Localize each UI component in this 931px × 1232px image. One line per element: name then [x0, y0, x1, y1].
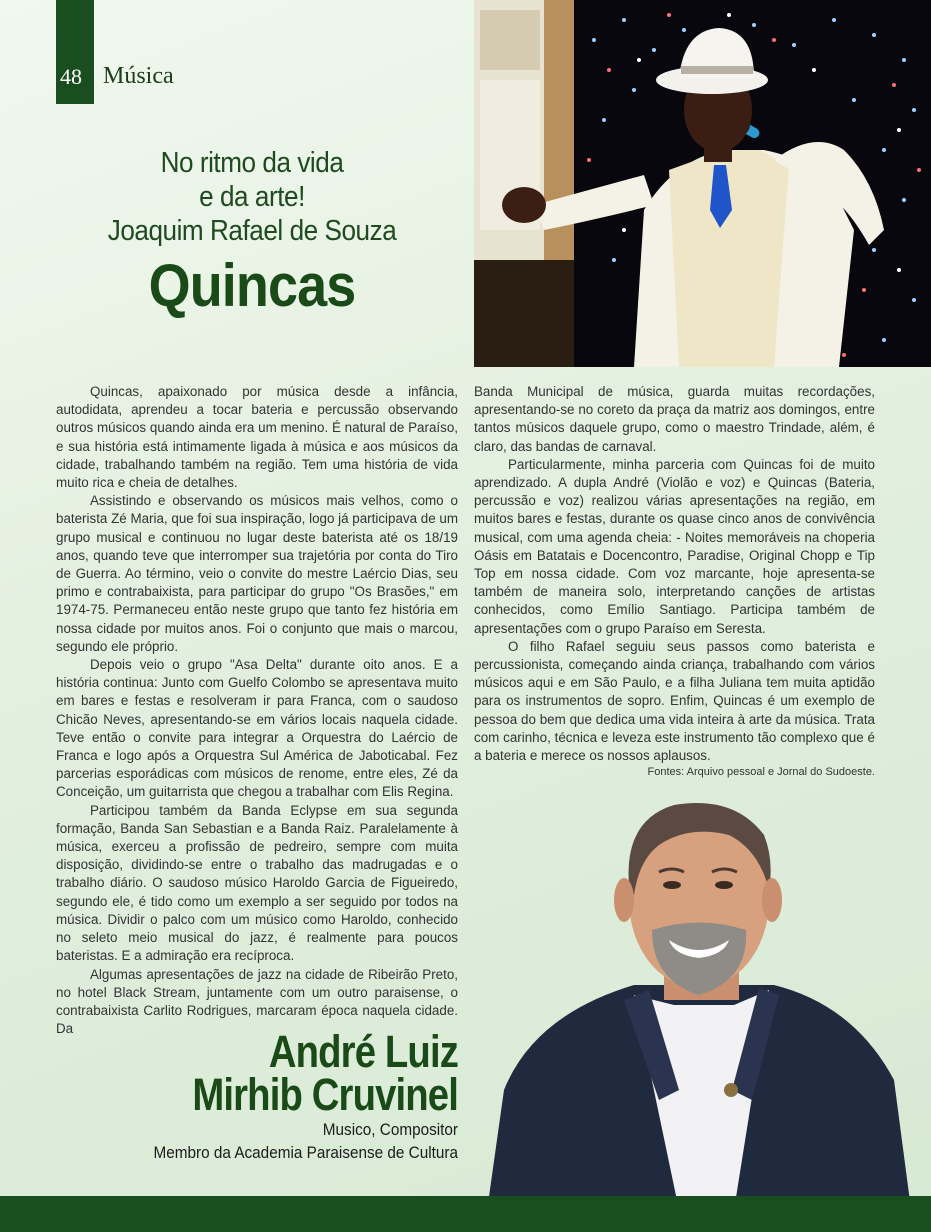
author-photo	[474, 790, 931, 1232]
title-line-3: Joaquim Rafael de Souza	[107, 215, 397, 247]
author-role-line-1: Musico, Compositor	[322, 1120, 458, 1139]
article-paragraph: Banda Municipal de música, guarda muitas recordações, apresentando-se no coreto da praça da matriz aos domingos, entre tantos músicos daquele grupo, como o maestro Trindade, além, é claro, das bandas de carnaval.	[474, 384, 875, 454]
singer-photo	[474, 0, 931, 367]
article-paragraph: Quincas, apaixonado por música desde a infância, autodidata, aprendeu a tocar bateria e percussão observando outros músicos quando ainda era um menino. É natural de Paraíso, e sua história está intimamente ligada à música e aos músicos da cidade, trabalhando também na região. Tem uma história de vida muito rica e cheia de detalhes.	[56, 384, 458, 491]
footer-bar	[0, 1196, 931, 1232]
title-line-1: No ritmo da vida	[160, 147, 344, 179]
author-name-line-2: Mirhib Cruvinel	[192, 1069, 458, 1120]
title-line-2: e da arte!	[199, 181, 305, 213]
author-name-line-1: André Luiz	[268, 1026, 458, 1077]
page-number: 48	[60, 64, 82, 89]
article-paragraph: O filho Rafael seguiu seus passos como baterista e percussionista, começando ainda criança, trabalhando com vários músicos aqui e em São Paulo, e a filha Juliana tem muita aptidão para os instrumentos de sopro. Enfim, Quincas é um exemplo de pessoa do bem que dedica uma vida inteira à arte da música. Trata com carinho, técnica e leveza este instrumento tão complexo que é a bateria e merece os nossos aplausos.	[474, 638, 875, 764]
article-title	[56, 146, 448, 318]
author-byline	[60, 1026, 458, 1162]
title-nickname: Quincas	[148, 252, 356, 319]
section-name: Música	[103, 63, 174, 89]
article-paragraph: Depois veio o grupo "Asa Delta" durante oito anos. E a história continua: Junto com Guelfo Colombo se apresentava muito em bares e festas e resolveram ir para Franca, com o saudoso Chicão Neves, apresentando-se em vários locais naquela cidade. Teve então o convite para integrar a Orquestra do Laércio de Franca e logo após a Orquestra Sul América de Jaboticabal. Fez parcerias esporádicas com músicos de renome, entre eles, Zé da Conceição, um guitarrista que chegou a trabalhar com Elis Regina.	[56, 657, 458, 800]
article-sources: Fontes: Arquivo pessoal e Jornal do Sudoeste.	[647, 766, 875, 778]
article-paragraph: Assistindo e observando os músicos mais velhos, como o baterista Zé Maria, que foi sua inspiração, logo já participava de um grupo musical e continuou no lugar deste baterista até os 18/19 anos, quando teve que interromper sua trajetória por conta do Tiro de Guerra. Ao término, veio o convite do mestre Laércio Dias, seu primo e contrabaixista, para participar do grupo "Os Brasões," em 1974-75. Permaneceu então neste grupo que tanto fez história em nossa cidade por muitos anos. Foi o conjunto que mais o marcou, segundo ele próprio.	[56, 493, 458, 654]
article-paragraph: Participou também da Banda Eclypse em sua segunda formação, Banda San Sebastian e a Banda Raiz. Paralelamente à música, exerceu a profissão de pedreiro, sempre com muita disposição, dividindo-se entre o trabalho das madrugadas e o trabalho diário. O saudoso músico Haroldo Garcia de Figueiredo, segundo ele, é tido como um exemplo a ser seguido por todos na música. Dividir o palco com um músico como Haroldo, conhecido no seleto meio musical do jazz, é realmente para poucos bateristas. E a admiração era recíproca.	[56, 802, 458, 964]
article-column-left	[56, 383, 458, 1038]
article-paragraph: Particularmente, minha parceria com Quincas foi de muito aprendizado. A dupla André (Violão e voz) e Quincas (Bateria, percussão e voz) realizou várias apresentações na região, em muitos bares e festas, durante os quase cinco anos de convivência musical, com uma agenda cheia: - Noites memoráveis na choperia Oásis em Batatais e Docencontro, Paradise, Original Chopp e Tip Top em nossa cidade. Com voz marcante, hoje apresenta-se também de maneira solo, interpretando canções de artistas conhecidos, como Emílio Santiago. Participa também de apresentações com o grupo Paraíso em Seresta.	[474, 456, 875, 636]
article-column-right	[474, 383, 875, 765]
author-role-line-2: Membro da Academia Paraisense de Cultura	[153, 1143, 458, 1162]
article-paragraph: Algumas apresentações de jazz na cidade de Ribeirão Preto, no hotel Black Stream, juntamente com um outro paraisense, o contrabaixista Carlito Rodrigues, marcaram época naquela cidade. Da	[56, 966, 458, 1037]
